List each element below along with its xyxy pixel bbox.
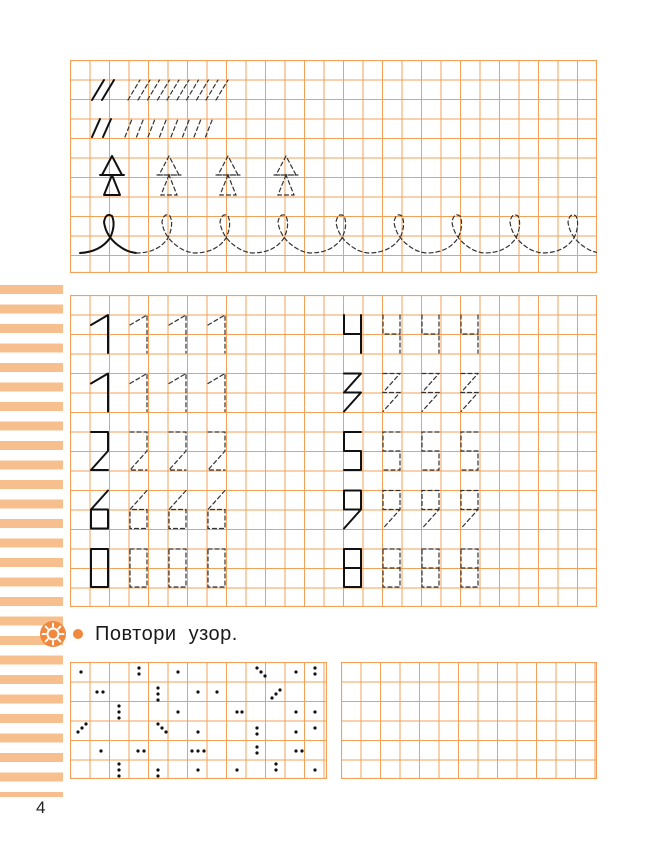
pattern-dot — [136, 749, 139, 752]
pattern-dot — [255, 726, 258, 729]
stripe — [0, 539, 63, 548]
pattern-dot — [137, 672, 140, 675]
pattern-dot — [240, 710, 243, 713]
loop-wave — [80, 215, 136, 253]
slash-pair-dashed — [206, 80, 228, 100]
decorative-stripes — [0, 285, 63, 797]
stripe — [0, 422, 63, 431]
digit-5 — [344, 432, 361, 470]
digit-9-dashed — [461, 491, 478, 529]
pattern-dot — [117, 768, 120, 771]
pattern-dot — [313, 666, 316, 669]
digit-5-dashed — [383, 432, 400, 470]
stripe — [0, 734, 63, 743]
digit-3 — [344, 374, 361, 412]
pattern-grid — [70, 662, 327, 779]
digit-5-dashed — [461, 432, 478, 470]
pattern-dot — [117, 762, 120, 765]
stripe — [0, 675, 63, 684]
stripe — [0, 402, 63, 411]
grid-lines — [341, 662, 597, 779]
pattern-dot — [117, 704, 120, 707]
digits-grid — [70, 295, 597, 607]
digit-4 — [344, 315, 361, 353]
pattern-dot — [196, 749, 199, 752]
pattern-dot — [313, 726, 316, 729]
pattern-dot — [156, 692, 159, 695]
stripe — [0, 753, 63, 762]
pattern-dot — [202, 749, 205, 752]
pattern-dot — [156, 686, 159, 689]
pattern-dot — [117, 716, 120, 719]
pattern-dot — [95, 690, 98, 693]
pattern-dot — [164, 730, 167, 733]
pattern-dot — [142, 749, 145, 752]
stripe — [0, 383, 63, 392]
pattern-dot — [156, 698, 159, 701]
pattern-dot — [274, 692, 277, 695]
pattern-dot — [255, 745, 258, 748]
stripe — [0, 519, 63, 528]
digit-8-dashed — [422, 549, 439, 587]
slash-single-dashed — [194, 119, 201, 137]
pattern-dot — [270, 696, 273, 699]
pattern-dot — [156, 722, 159, 725]
slash-pair — [92, 80, 114, 100]
stripe — [0, 597, 63, 606]
blank-copy-grid[interactable] — [341, 662, 597, 779]
pattern-dot — [300, 749, 303, 752]
loop-wave-dashed — [136, 215, 597, 253]
pattern-dot — [235, 710, 238, 713]
stripe — [0, 441, 63, 450]
pattern-dot — [101, 690, 104, 693]
stripe — [0, 656, 63, 665]
bullet-dot — [73, 629, 83, 639]
tree-shape-dashed — [157, 156, 181, 195]
pattern-dot — [274, 762, 277, 765]
pattern-dot — [313, 710, 316, 713]
digit-9-dashed — [383, 491, 400, 529]
pattern-dot — [117, 774, 120, 777]
grid-lines — [70, 662, 327, 779]
digit-5-dashed — [422, 432, 439, 470]
slash-pair-dashed — [148, 80, 170, 100]
pattern-dot — [117, 710, 120, 713]
digit-8-dashed — [461, 549, 478, 587]
pattern-dot — [259, 670, 262, 673]
slash-single-dashed — [148, 119, 155, 137]
digit-9-dashed — [422, 491, 439, 529]
stripe — [0, 324, 63, 333]
digit-8 — [344, 549, 361, 587]
pattern-dot — [263, 674, 266, 677]
slash-single-dashed — [183, 119, 190, 137]
stripe — [0, 578, 63, 587]
stripe — [0, 480, 63, 489]
pattern-dot — [84, 722, 87, 725]
pattern-dot — [196, 730, 199, 733]
pattern-dot — [278, 688, 281, 691]
pattern-dot — [313, 672, 316, 675]
instruction-text: Повтори узор. — [95, 622, 238, 645]
stripe — [0, 305, 63, 314]
slash-single — [92, 119, 111, 137]
pattern-dot — [80, 726, 83, 729]
pattern-dot — [255, 732, 258, 735]
pattern-dot — [294, 670, 297, 673]
pattern-dot — [274, 768, 277, 771]
pattern-dot — [160, 726, 163, 729]
pattern-dot — [79, 670, 82, 673]
pattern-dot — [76, 730, 79, 733]
pattern-dot — [215, 690, 218, 693]
stripe — [0, 695, 63, 704]
stripe — [0, 285, 63, 294]
slash-pair-dashed — [187, 80, 209, 100]
pattern-dot — [196, 690, 199, 693]
pattern-dot — [137, 666, 140, 669]
pattern-dot — [235, 768, 238, 771]
tracing-grid — [70, 60, 597, 273]
stripe — [0, 500, 63, 509]
stripe — [0, 344, 63, 353]
digit-9 — [344, 491, 361, 529]
stripe — [0, 558, 63, 567]
digit-3-dashed — [422, 374, 439, 412]
grid-lines — [70, 60, 597, 273]
slash-pair-dashed — [167, 80, 189, 100]
pattern-dot — [255, 666, 258, 669]
pattern-dot — [99, 749, 102, 752]
stripe — [0, 714, 63, 723]
digit-8-dashed — [383, 549, 400, 587]
slash-single-dashed — [171, 119, 178, 137]
pattern-dot — [294, 749, 297, 752]
stripe — [0, 792, 63, 797]
pattern-dot — [156, 768, 159, 771]
pattern-dot — [313, 768, 316, 771]
digit-3-dashed — [383, 374, 400, 412]
pattern-dot — [196, 768, 199, 771]
slash-pair-dashed — [128, 80, 150, 100]
slash-single-dashed — [137, 119, 144, 137]
page-number: 4 — [36, 798, 46, 817]
tree-shape — [100, 156, 124, 195]
stripe — [0, 363, 63, 372]
pattern-dot — [255, 751, 258, 754]
slash-single-dashed — [160, 119, 167, 137]
tree-shape-dashed — [216, 156, 240, 195]
pattern-dot — [176, 670, 179, 673]
grid-border — [71, 61, 597, 273]
pattern-dot — [294, 730, 297, 733]
grid-lines — [70, 295, 597, 607]
tree-shape-dashed — [274, 156, 298, 195]
stripe — [0, 773, 63, 782]
pattern-dot — [176, 710, 179, 713]
pattern-dot — [294, 710, 297, 713]
stripe — [0, 461, 63, 470]
task-instruction — [39, 619, 238, 649]
digit-3-dashed — [461, 374, 478, 412]
sun-icon — [39, 620, 67, 648]
pattern-dot — [156, 774, 159, 777]
digit-6 — [91, 491, 108, 529]
pattern-dot — [190, 749, 193, 752]
